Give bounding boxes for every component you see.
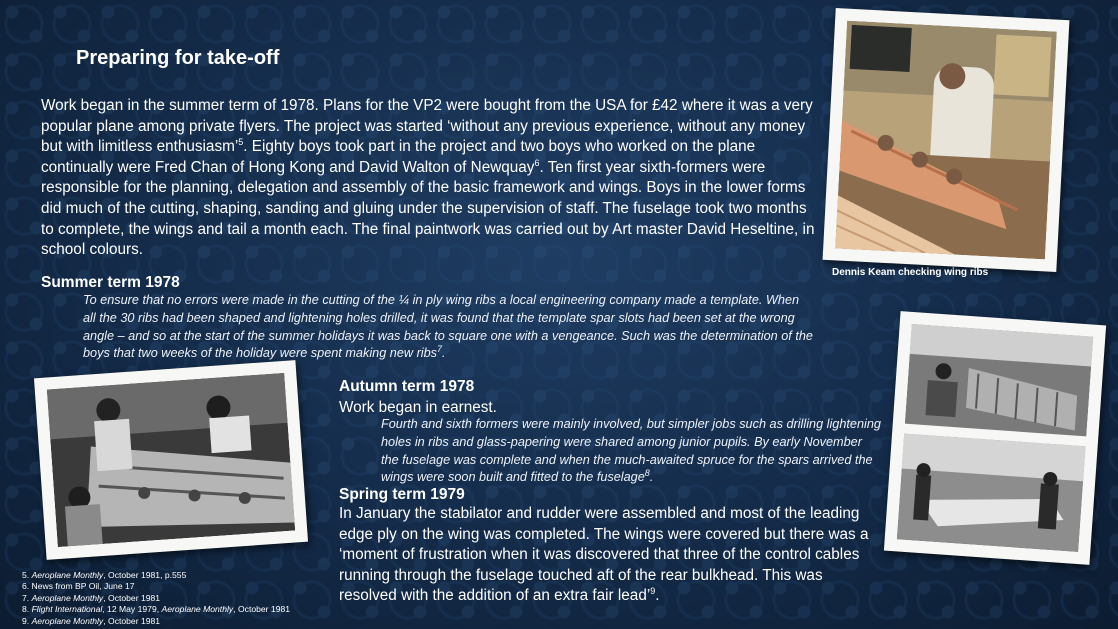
spring-end: . bbox=[655, 587, 660, 605]
photo-wing-ribs-image bbox=[835, 21, 1057, 260]
photo-wing-ribs bbox=[823, 8, 1070, 272]
fn8-mid: , 12 May 1979, bbox=[102, 604, 162, 615]
spring-heading: Spring term 1979 bbox=[339, 486, 465, 503]
photo-assembly bbox=[884, 311, 1106, 565]
footnote-ref-9: 9 bbox=[650, 586, 656, 597]
footnote-5 bbox=[22, 570, 290, 581]
footnote-6: 6. News from BP Oil, June 17 bbox=[22, 581, 135, 592]
intro-text-2: . Eighty boys took part in the project and two boys who worked on the plane continually were Fred Chan of Hong Kong and David Walton of Newquay bbox=[41, 138, 756, 176]
wing-ribs-illustration bbox=[835, 21, 1057, 260]
fn7-title: Aeroplane Monthly bbox=[31, 592, 104, 603]
intro-paragraph bbox=[41, 96, 821, 261]
fn8-title: Flight International bbox=[31, 604, 103, 615]
footnote-7 bbox=[22, 593, 290, 604]
footnote-9 bbox=[22, 616, 290, 627]
photo-caption: Dennis Keam checking wing ribs bbox=[832, 267, 989, 278]
page-title: Preparing for take-off bbox=[76, 47, 280, 69]
footnote-ref-7: 7 bbox=[437, 344, 443, 355]
assembly-illustration bbox=[897, 324, 1094, 552]
footnote-8 bbox=[22, 604, 290, 615]
fn8-title2: Aeroplane Monthly bbox=[161, 604, 234, 615]
summer-heading: Summer term 1978 bbox=[41, 274, 180, 291]
fn9-num: 9. bbox=[22, 615, 32, 626]
summer-text: To ensure that no errors were made in the cutting of the ¼ in ply wing ribs a local engineering company made a template. When all the 30 ribs had been shaped and lightening holes drilled, it was found that the template spar slots had been set at the wrong angle – and so at the start of the summer holidays it was back to square one with a vengeance. Such was the determination of the boys that two weeks of the holiday were spent making new ribs bbox=[83, 293, 813, 361]
fn8-rest: , October 1981 bbox=[233, 604, 291, 615]
footnote-ref-6: 6 bbox=[534, 157, 540, 168]
autumn-end: . bbox=[649, 470, 654, 485]
summer-end: . bbox=[442, 346, 446, 361]
fn9-title: Aeroplane Monthly bbox=[31, 615, 104, 626]
intro-text-1: Work began in the summer term of 1978. Plans for the VP2 were bought from the USA for £42 where it was a very popular plane among private flyers. The project was started ‘without any previous experience, without any money but with limitless enthusiasm’ bbox=[41, 97, 813, 156]
fn5-num: 5. bbox=[22, 570, 32, 580]
photo-boys-wing bbox=[34, 360, 308, 560]
fn7-num: 7. bbox=[22, 592, 32, 603]
intro-text-3: . Ten first year sixth-formers were responsible for the planning, delegation and assembly of the basic framework and wings. Boys in the lower forms did much of the cutting, shaping, sanding and gluing under the supervision of staff. The fuselage took two months to complete, the wings and tail a month each. The final paintwork was carried out by Art master David Heseltine, in school colours. bbox=[41, 158, 815, 259]
footnotes bbox=[22, 570, 290, 627]
fn5-rest: , October 1981, p.555 bbox=[103, 570, 187, 580]
summer-paragraph bbox=[83, 292, 813, 363]
boys-wing-illustration bbox=[47, 373, 295, 547]
photo-boys-wing-image bbox=[47, 373, 295, 547]
fn9-rest: , October 1981 bbox=[103, 615, 161, 626]
fn7-rest: , October 1981 bbox=[103, 592, 161, 603]
autumn-heading: Autumn term 1978 bbox=[339, 378, 475, 395]
photo-assembly-image bbox=[897, 324, 1094, 552]
autumn-text: Fourth and sixth formers were mainly involved, but simpler jobs such as drilling lightening holes in ribs and glass-papering were shared among junior pupils. By early November the fuselage was complete and when the much-awaited spruce for the spars arrived the wings were soon built and fitted to the fuselage bbox=[381, 417, 881, 485]
autumn-paragraph bbox=[381, 416, 881, 487]
fn8-num: 8. bbox=[22, 604, 32, 615]
footnote-ref-5: 5 bbox=[238, 137, 244, 148]
spring-text: In January the stabilator and rudder were assembled and most of the leading edge ply on the wing was completed. The wings were covered but there was a ‘moment of frustration when it was discovered that three of the control cables running through the fuselage touched aft of the rear bulkhead. This was resolved with the addition of an extra fair lead’ bbox=[339, 505, 869, 605]
fn5-title: Aeroplane Monthly bbox=[31, 570, 104, 580]
spring-paragraph bbox=[339, 504, 884, 607]
footnote-ref-8: 8 bbox=[644, 468, 650, 479]
autumn-lead: Work began in earnest. bbox=[339, 399, 497, 416]
